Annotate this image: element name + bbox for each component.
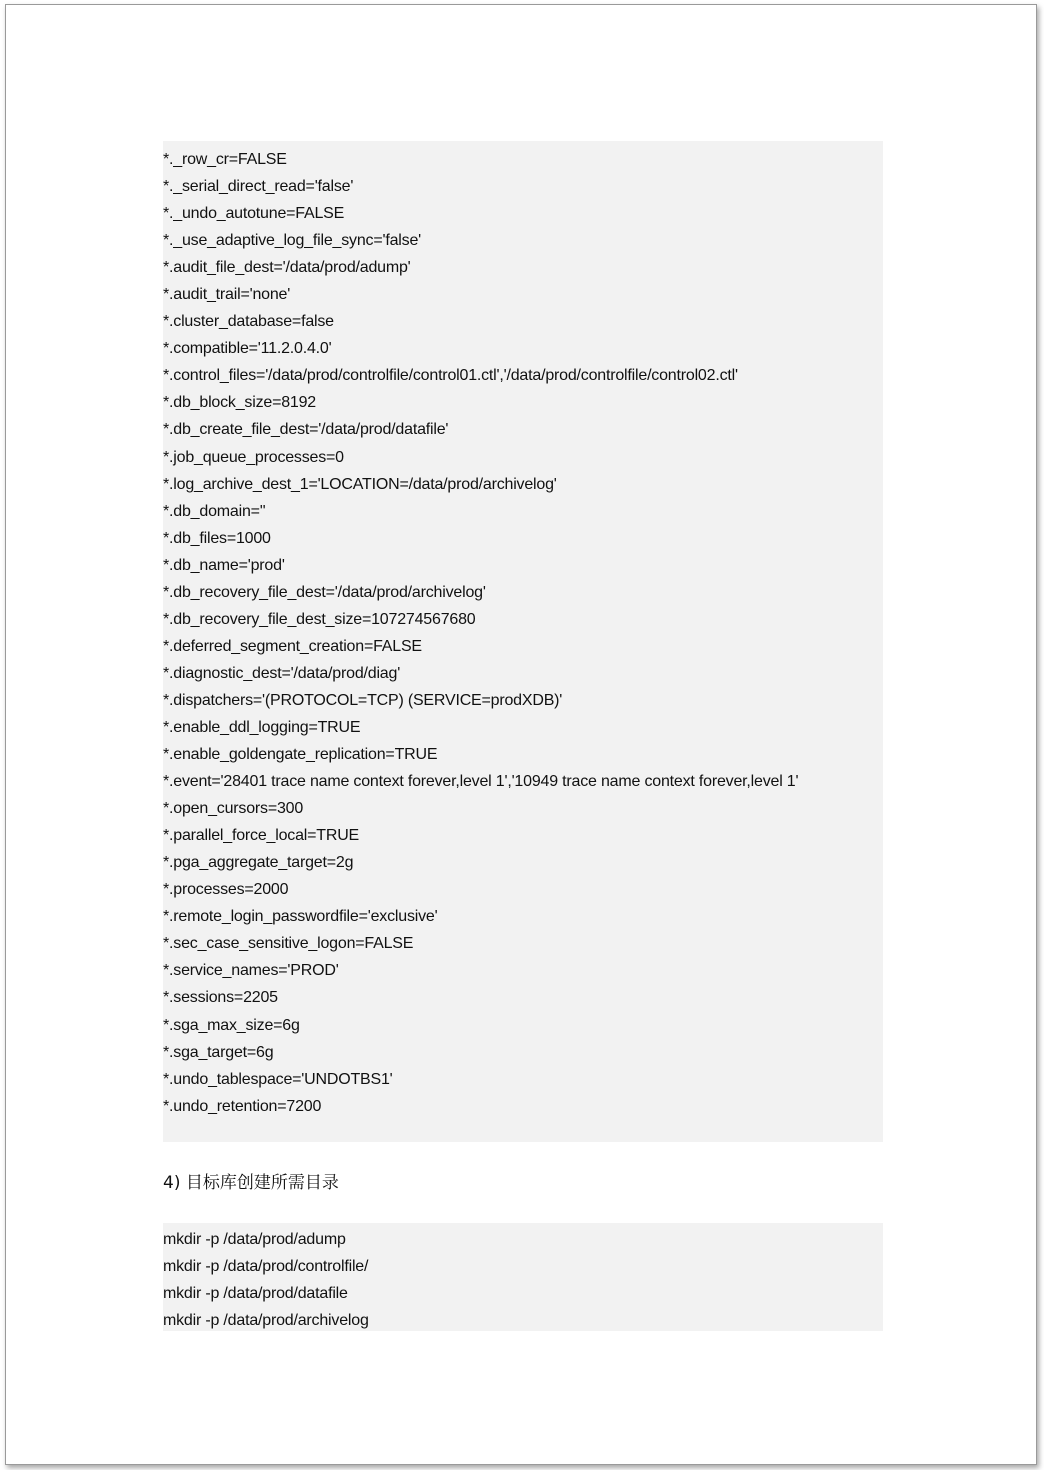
command-line: mkdir -p /data/prod/adump (163, 1231, 346, 1248)
param-line: *.db_recovery_file_dest='/data/prod/archivelog' (163, 583, 486, 601)
section-heading: 4) 目标库创建所需目录 (163, 1173, 339, 1193)
param-line: *.enable_goldengate_replication=TRUE (163, 746, 438, 764)
param-line: *.db_name='prod' (163, 556, 285, 574)
param-line: *.sec_case_sensitive_logon=FALSE (163, 935, 414, 953)
param-line: *.log_archive_dest_1='LOCATION=/data/prod/archivelog' (163, 475, 557, 493)
param-line: *.processes=2000 (163, 881, 289, 899)
param-line: *.db_domain='' (163, 502, 266, 520)
param-line: *.pga_aggregate_target=2g (163, 854, 354, 872)
param-line: *.audit_file_dest='/data/prod/adump' (163, 259, 411, 277)
param-line: *.sga_target=6g (163, 1043, 274, 1061)
param-line: *.remote_login_passwordfile='exclusive' (163, 908, 438, 926)
param-line: *.enable_ddl_logging=TRUE (163, 718, 361, 736)
init-params-code-block (163, 141, 883, 1142)
param-line: *._undo_autotune=FALSE (163, 205, 345, 223)
param-line: *._use_adaptive_log_file_sync='false' (163, 232, 422, 250)
param-line: *.db_files=1000 (163, 529, 271, 547)
param-line: *.job_queue_processes=0 (163, 448, 344, 466)
mkdir-code-block (163, 1223, 883, 1331)
param-line: *.db_block_size=8192 (163, 394, 317, 412)
param-line: *.control_files='/data/prod/controlfile/control01.ctl','/data/prod/controlfile/control02.ctl' (163, 367, 738, 385)
param-line: *.db_create_file_dest='/data/prod/datafile' (163, 421, 449, 439)
param-line: *.audit_trail='none' (163, 286, 291, 304)
param-line: *.db_recovery_file_dest_size=107274567680 (163, 610, 476, 628)
command-line: mkdir -p /data/prod/archivelog (163, 1312, 369, 1330)
param-line: *.sga_max_size=6g (163, 1016, 300, 1034)
param-line: *.open_cursors=300 (163, 800, 304, 818)
param-line: *.deferred_segment_creation=FALSE (163, 637, 422, 655)
param-line: *.compatible='11.2.0.4.0' (163, 340, 332, 358)
param-line: *.sessions=2205 (163, 989, 278, 1007)
param-line: *.diagnostic_dest='/data/prod/diag' (163, 664, 401, 682)
document-page (5, 4, 1037, 1465)
param-line: *.undo_retention=7200 (163, 1097, 322, 1115)
command-line: mkdir -p /data/prod/datafile (163, 1285, 348, 1303)
param-line: *._row_cr=FALSE (163, 151, 287, 168)
param-line: *.cluster_database=false (163, 313, 334, 331)
param-line: *.service_names='PROD' (163, 962, 339, 980)
param-line: *.event='28401 trace name context forever,level 1','10949 trace name context forever,level 1' (163, 773, 799, 791)
command-line: mkdir -p /data/prod/controlfile/ (163, 1258, 369, 1276)
param-line: *.undo_tablespace='UNDOTBS1' (163, 1070, 393, 1088)
param-line: *.parallel_force_local=TRUE (163, 827, 360, 845)
param-line: *._serial_direct_read='false' (163, 178, 354, 196)
param-line: *.dispatchers='(PROTOCOL=TCP) (SERVICE=prodXDB)' (163, 691, 563, 709)
